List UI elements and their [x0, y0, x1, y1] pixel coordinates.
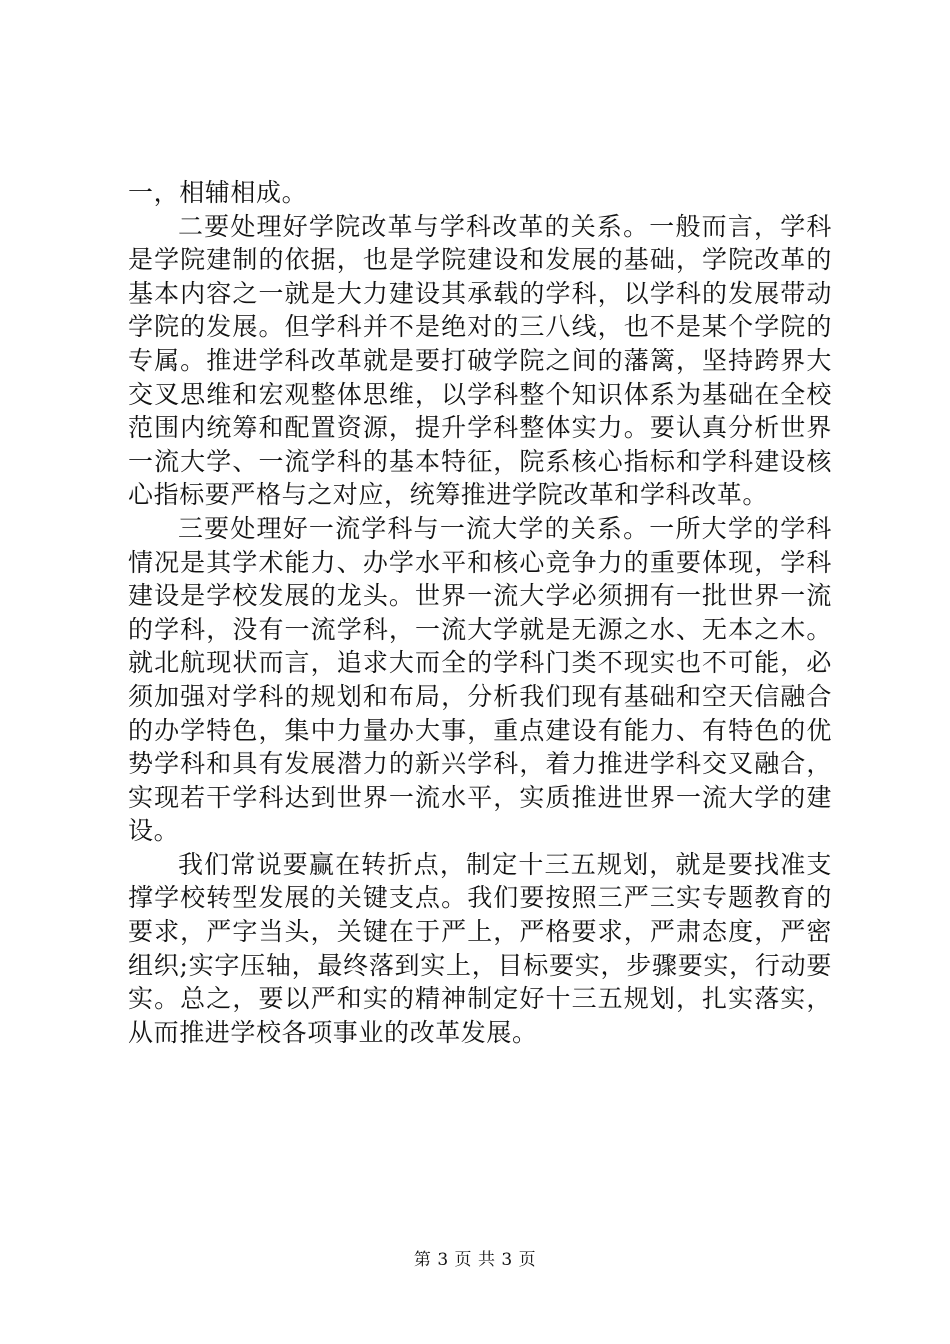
- paragraph-continuation: 一，相辅相成。: [128, 178, 308, 207]
- page-number-footer: 第 3 页 共 3 页: [413, 1250, 537, 1270]
- paragraph-first-class-discipline-university: 三要处理好一流学科与一流大学的关系。一所大学的学科情况是其学术能力、办学水平和核心竞争力的重要体现，学科建设是学校发展的龙头。世界一流大学必须拥有一批世界一流的学科，没有一流学科，一流大学就是无源之水、无本之木。就北航现状而言，追求大而全的学科门类不现实也不可能，必须加强对学科的规划和布局，分析我们现有基础和空天信融合的办学特色，集中力量办大事，重点建设有能力、有特色的优势学科和具有发展潜力的新兴学科，着力推进学科交叉融合，实现若干学科达到世界一流水平，实质推进世界一流大学的建设。: [128, 513, 832, 846]
- paragraph-thirteenth-five-year-plan: 我们常说要赢在转折点，制定十三五规划，就是要找准支撑学校转型发展的关键支点。我们要按照三严三实专题教育的要求，严字当头，关键在于严上，严格要求，严肃态度，严密组织;实字压轴，最终落到实上，目标要实，步骤要实，行动要实。总之，要以严和实的精神制定好十三五规划，扎实落实，从而推进学校各项事业的改革发展。: [128, 849, 832, 1047]
- paragraph-college-discipline-reform: 二要处理好学院改革与学科改革的关系。一般而言，学科是学院建制的依据，也是学院建设和发展的基础，学院改革的基本内容之一就是大力建设其承载的学科，以学科的发展带动学院的发展。但学科并不是绝对的三八线，也不是某个学院的专属。推进学科改革就是要打破学院之间的藩篱，坚持跨界大交叉思维和宏观整体思维，以学科整个知识体系为基础在全校范围内统筹和配置资源，提升学科整体实力。要认真分析世界一流大学、一流学科的基本特征，院系核心指标和学科建设核心指标要严格与之对应，统筹推进学院改革和学科改革。: [128, 211, 832, 510]
- document-body: [128, 176, 832, 1049]
